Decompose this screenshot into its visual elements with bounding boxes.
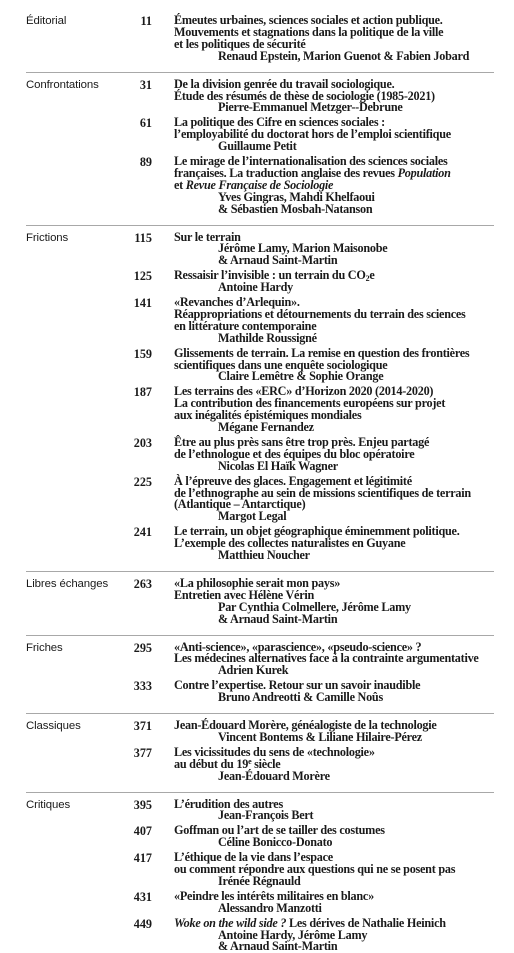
toc-entry[interactable] [174, 720, 504, 744]
line-text: Claire Lemêtre & Sophie Orange [218, 369, 384, 384]
entry-author [174, 873, 504, 888]
toc-entry[interactable] [174, 270, 504, 294]
toc-entry[interactable] [174, 297, 504, 345]
line-text: Mathilde Roussigné [218, 330, 317, 345]
page-number: 125 [133, 269, 152, 284]
line-text: Le mirage de l’internationalisation des sciences sociales [174, 154, 448, 168]
section-title: Libres échanges [26, 577, 109, 590]
section-title: Friches [26, 641, 63, 654]
line-text: en littérature contemporaine [174, 318, 317, 333]
entry-author [174, 102, 504, 114]
section-divider [26, 571, 494, 572]
entry-author [174, 371, 504, 383]
toc-entry[interactable] [174, 744, 504, 783]
line-text: Contre l’expertise. Retour sur un savoir inaudible [174, 678, 421, 693]
entry-author [174, 255, 504, 267]
line-text: Nicolas El Haïk Wagner [218, 458, 338, 473]
entry-author [174, 330, 504, 345]
line-text: Mégane Fernandez [218, 420, 314, 435]
line-text: françaises. La traduction anglaise des revues [174, 165, 398, 180]
page-number: 333 [133, 679, 152, 694]
line-text: La politique des Cifre en sciences sociales : [174, 115, 385, 130]
entry-author [174, 611, 504, 626]
line-text: La contribution des financements européens sur projet [174, 396, 446, 411]
toc-entry[interactable] [174, 386, 504, 434]
italic-title: Woke on the wild side ? [174, 915, 287, 930]
page-number: 295 [133, 640, 152, 655]
line-text: Antoine Hardy, Jérôme Lamy [218, 927, 368, 942]
section-title: Critiques [26, 798, 71, 811]
line-text: Pierre-Emmanuel Metzger--Debrune [218, 100, 403, 115]
line-text: aux inégalités épistémiques mondiales [174, 408, 362, 423]
page-number: 31 [139, 77, 152, 92]
line-text: & Arnaud Saint-Martin [218, 611, 338, 626]
section-title: Classiques [26, 720, 81, 732]
line-text: et [174, 177, 186, 192]
page-number: 141 [133, 296, 152, 310]
line-text: Ressaisir l’invisible : un terrain du CO [174, 268, 366, 283]
line-text: au début du 19 [174, 756, 249, 771]
line-text: Yves Gingras, Mahdi Khelfaoui [218, 189, 375, 204]
toc-entry[interactable] [174, 888, 504, 915]
line-text: Les vicissitudes du sens de «technologie» [174, 744, 375, 759]
line-text: Réappropriations et détournements du terrain des sciences [174, 306, 466, 321]
toc-entry[interactable] [174, 639, 504, 678]
toc-entry[interactable] [174, 526, 504, 562]
line-text: et les politiques de sécurité [174, 36, 306, 51]
line-text: Vincent Bontems & Liliane Hilaire-Pérez [218, 729, 422, 744]
page-number: 187 [133, 385, 152, 400]
line-text: Alessandro Manzotti [218, 900, 322, 915]
entry-author [174, 141, 504, 153]
page-number: 115 [134, 230, 152, 245]
page-number: 449 [133, 916, 152, 931]
section-divider [26, 635, 494, 636]
toc-entry[interactable] [174, 76, 504, 115]
line-text: Matthieu Noucher [218, 548, 310, 562]
entry-author [174, 422, 504, 434]
line-text: Le terrain, un objet géographique éminemment politique. [174, 524, 460, 539]
line-text: Adrien Kurek [218, 663, 289, 678]
page-number: 241 [133, 525, 152, 540]
page-number: 159 [133, 346, 152, 361]
page-number: 431 [133, 889, 152, 904]
entry-author [174, 511, 504, 523]
line-text: Les dérives de Nathalie Heinich [286, 915, 446, 930]
toc-entry[interactable] [174, 229, 504, 268]
line-text: Émeutes urbaines, sciences sociales et action publique. [174, 13, 443, 27]
section-title: Frictions [26, 231, 69, 244]
line-text: L’éthique de la vie dans l’espace [174, 850, 333, 865]
toc-entry[interactable] [174, 825, 504, 849]
page-number: 417 [133, 851, 152, 866]
line-text: Irénée Régnauld [218, 873, 301, 888]
page-number: 89 [139, 155, 152, 169]
line-text: Par Cynthia Colmellere, Jérôme Lamy [218, 599, 411, 614]
toc-entry[interactable] [174, 852, 504, 888]
journal-title: Revue Française de Sociologie [185, 177, 334, 192]
entry-author [174, 941, 504, 953]
entry-author [174, 458, 504, 473]
line-text: Margot Legal [218, 509, 287, 524]
line-text: Jean-François Bert [218, 808, 314, 823]
line-text: Bruno Andreotti & Camille Noûs [218, 690, 383, 705]
section-title: Éditorial [26, 15, 67, 27]
page-number: 371 [133, 719, 152, 733]
line-text: Entretien avec Hélène Vérin [174, 587, 315, 602]
line-text: «Peindre les intérêts militaires en blanc» [174, 888, 374, 903]
section-title: Confrontations [26, 78, 99, 91]
toc-entry[interactable] [174, 345, 504, 384]
line-text: «Anti-science», «parascience», «pseudo-science» ? [174, 639, 422, 654]
line-text: De la division genrée du travail sociologique. [174, 76, 395, 91]
line-text: Sur le terrain [174, 229, 241, 244]
entry-author [174, 282, 504, 294]
entry-author [174, 550, 504, 562]
page-number: 61 [139, 116, 152, 131]
line-text: & Sébastien Mosbah-Natanson [218, 201, 373, 216]
line-text: Les terrains des «ERC» d’Horizon 2020 (2014-2020) [174, 384, 434, 399]
line-text: À l’épreuve des glaces. Engagement et légitimité [174, 473, 412, 488]
line-text: Jérôme Lamy, Marion Maisonobe [218, 241, 388, 256]
line-text: de l’ethnologue et des équipes du bloc opératoire [174, 446, 415, 461]
line-text: Les médecines alternatives face à la contrainte argumentative [174, 651, 479, 666]
line-text: e [369, 268, 375, 283]
line-text: & Arnaud Saint-Martin [218, 253, 338, 268]
line-text: Céline Bonicco-Donato [218, 835, 333, 850]
section-divider [26, 713, 494, 714]
page-number: 395 [133, 797, 152, 812]
line-text: & Arnaud Saint-Martin [218, 939, 338, 953]
entry-author [174, 768, 504, 783]
toc-entry[interactable] [174, 575, 504, 626]
line-text: scientifiques dans une enquête sociologique [174, 357, 388, 372]
line-text: Antoine Hardy [218, 280, 293, 295]
entry-author [174, 665, 504, 677]
line-text: Étude des résumés de thèse de sociologie (1985-2021) [174, 88, 435, 103]
page-number: 407 [133, 824, 152, 839]
toc-entry[interactable] [174, 680, 504, 704]
line-text: «Revanches d’Arlequin». [174, 295, 300, 309]
line-text: Goffman ou l’art de se tailler des costumes [174, 823, 385, 838]
line-text: Guillaume Petit [218, 139, 297, 154]
subscript: 2 [365, 274, 370, 284]
entry-author [174, 692, 504, 704]
toc-entry[interactable] [174, 117, 504, 153]
page-number: 377 [133, 745, 152, 760]
toc-entry[interactable] [174, 15, 504, 63]
page-number: 225 [133, 474, 152, 489]
entry-author [174, 48, 504, 63]
entry-author [174, 201, 504, 216]
page-number: 11 [140, 14, 152, 28]
toc-entry[interactable] [174, 473, 504, 524]
superscript: e [248, 756, 252, 766]
toc-entry[interactable] [174, 434, 504, 473]
page-number: 263 [133, 576, 152, 591]
line-text: ou comment répondre aux questions qui ne se posent pas [174, 862, 456, 876]
line-text: Jean-Édouard Morère, généalogiste de la technologie [174, 718, 437, 732]
line-text: Être au plus près sans être trop près. Enjeu partagé [174, 434, 430, 449]
line-text: (Atlantique – Antarctique) [174, 497, 306, 512]
line-text: L’exemple des collectes naturalistes en Guyane [174, 536, 406, 551]
toc-entry[interactable] [174, 915, 504, 953]
toc-entry[interactable] [174, 156, 504, 216]
line-text: de l’ethnographe au sein de missions scientifiques de terrain [174, 485, 471, 500]
toc-entry[interactable] [174, 796, 504, 823]
line-text: Jean-Édouard Morère [218, 768, 330, 783]
section-divider [26, 792, 494, 793]
section-divider [26, 72, 494, 73]
line-text: Renaud Epstein, Marion Guenot & Fabien Jobard [218, 48, 470, 63]
line-text: siècle [251, 756, 281, 771]
line-text: L’érudition des autres [174, 796, 283, 811]
line-text: l’employabilité du doctorat hors de l’emploi scientifique [174, 127, 451, 142]
line-text: Glissements de terrain. La remise en question des frontières [174, 345, 470, 360]
line-text: «La philosophie serait mon pays» [174, 575, 341, 590]
entry-author [174, 810, 504, 822]
line-text: Mouvements et stagnations dans la politique de la ville [174, 24, 444, 39]
entry-author [174, 900, 504, 915]
entry-author [174, 837, 504, 849]
section-divider [26, 225, 494, 226]
entry-author [174, 729, 504, 744]
journal-title: Population [397, 165, 451, 180]
page-number: 203 [133, 435, 152, 450]
